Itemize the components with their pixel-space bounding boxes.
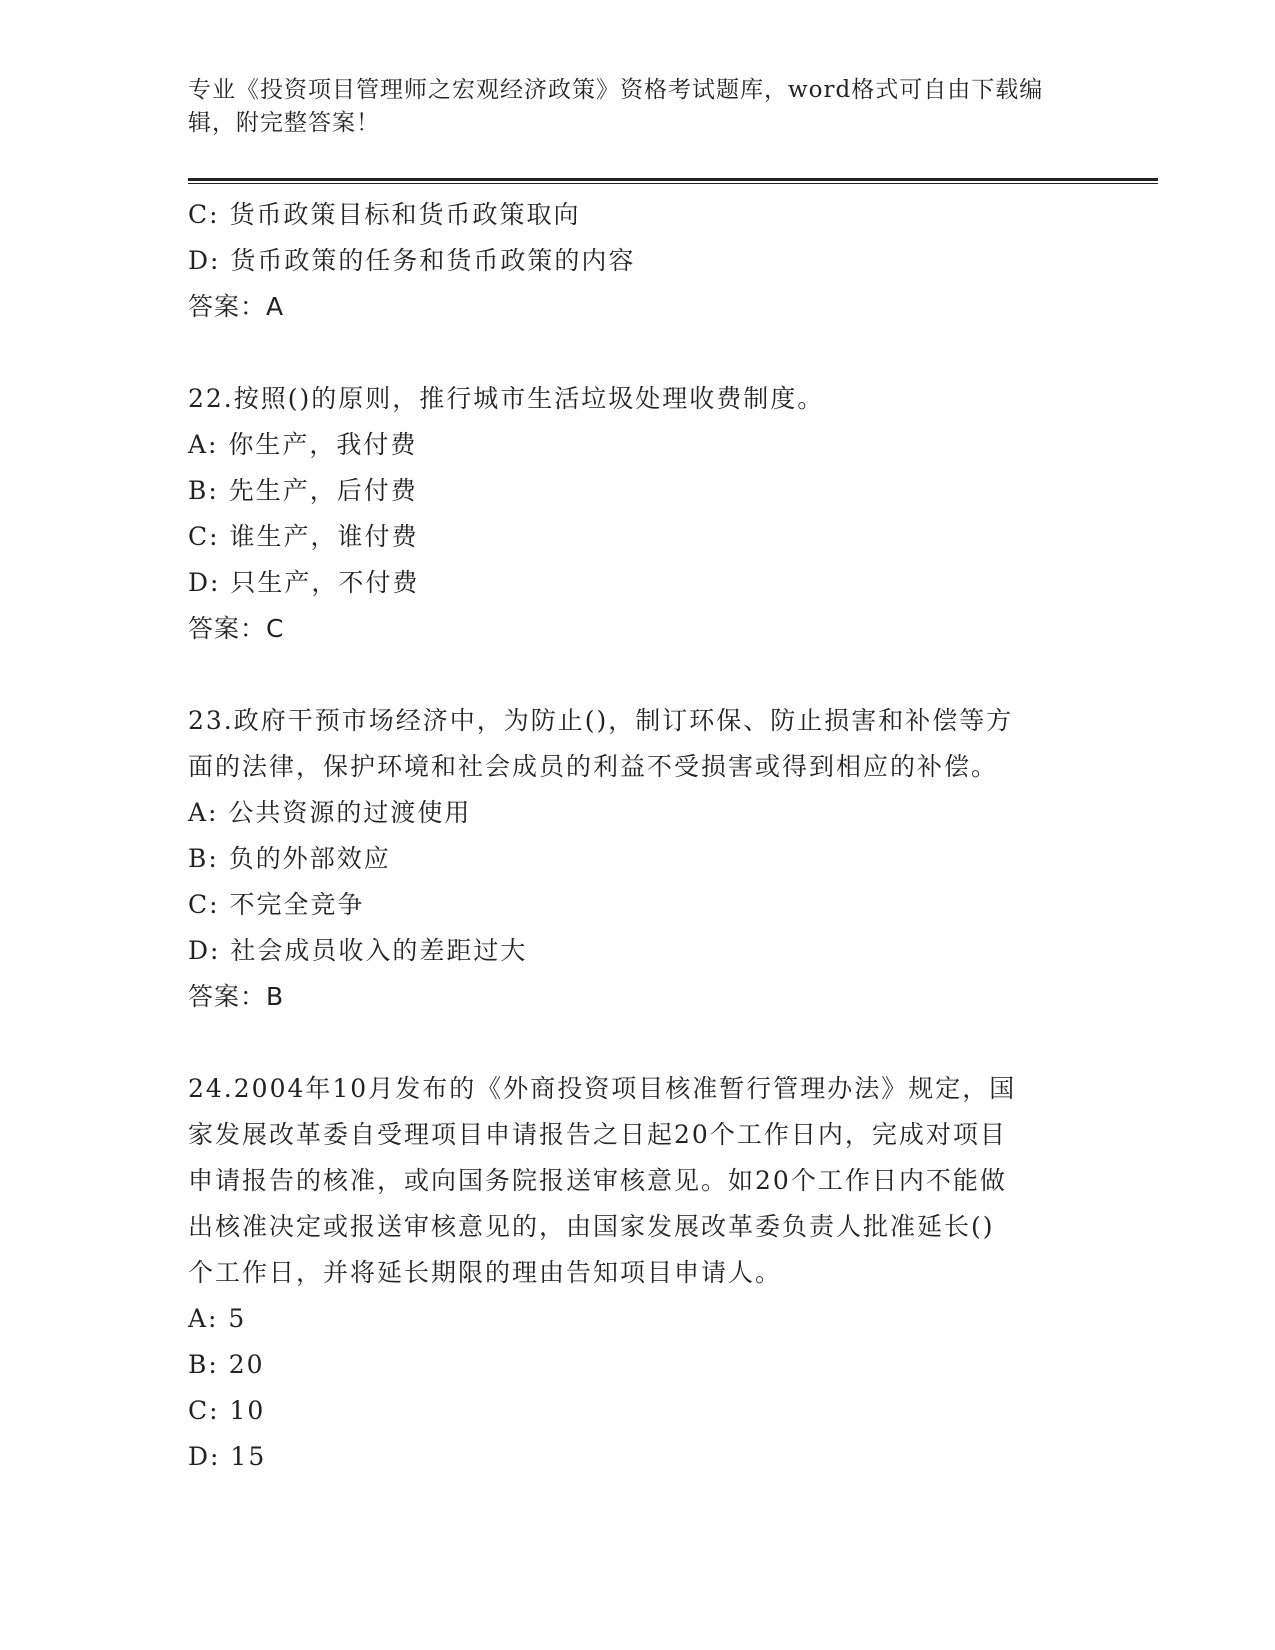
question-22 [188,376,1088,652]
q23-option-d: D: 社会成员收入的差距过大 [188,936,528,965]
header-divider-thick [188,178,1158,181]
q24-stem-line-2: 家发展改革委自受理项目申请报告之日起20个工作日内，完成对项目 [188,1120,1007,1149]
header-line-2: 辑，附完整答案！ [188,110,380,136]
q23-option-a: A: 公共资源的过渡使用 [188,798,472,827]
question-24 [188,1066,1088,1480]
spacer [188,1020,1088,1066]
q23-option-c: C: 不完全竞争 [188,890,365,919]
q21-answer: 答案：A [188,292,285,321]
document-header [188,74,1068,140]
q22-answer: 答案：C [188,614,285,643]
q23-stem-line-2: 面的法律，保护环境和社会成员的利益不受损害或得到相应的补偿。 [188,752,999,781]
q24-option-a: A: 5 [188,1304,247,1333]
q24-stem-line-3: 申请报告的核准，或向国务院报送审核意见。如20个工作日内不能做 [188,1166,1007,1195]
q24-stem-line-5: 个工作日，并将延长期限的理由告知项目申请人。 [188,1258,783,1287]
question-21 [188,192,1088,330]
q23-option-b: B: 负的外部效应 [188,844,391,873]
header-divider-thin [188,183,1158,184]
q24-option-b: B: 20 [188,1350,265,1379]
q22-option-b: B: 先生产，后付费 [188,476,418,505]
q23-stem-line-1: 23.政府干预市场经济中，为防止()，制订环保、防止损害和补偿等方 [188,706,1014,735]
q22-option-d: D: 只生产，不付费 [188,568,420,597]
q24-option-d: D: 15 [188,1442,267,1471]
q22-option-a: A: 你生产，我付费 [188,430,418,459]
q24-stem-line-1: 24.2004年10月发布的《外商投资项目核准暂行管理办法》规定，国 [188,1074,1017,1103]
question-23 [188,698,1088,1020]
spacer [188,652,1088,698]
q21-option-d: D: 货币政策的任务和货币政策的内容 [188,246,636,275]
q22-option-c: C: 谁生产，谁付费 [188,522,419,551]
header-line-1: 专业《投资项目管理师之宏观经济政策》资格考试题库，word格式可自由下载编 [188,77,1044,103]
q21-option-c: C: 货币政策目标和货币政策取向 [188,200,581,229]
spacer [188,330,1088,376]
question-list [188,192,1088,1480]
q24-stem-line-4: 出核准决定或报送审核意见的，由国家发展改革委负责人批准延长() [188,1212,995,1241]
q22-stem: 22.按照()的原则，推行城市生活垃圾处理收费制度。 [188,384,825,413]
q23-answer: 答案：B [188,982,285,1011]
q24-option-c: C: 10 [188,1396,266,1425]
